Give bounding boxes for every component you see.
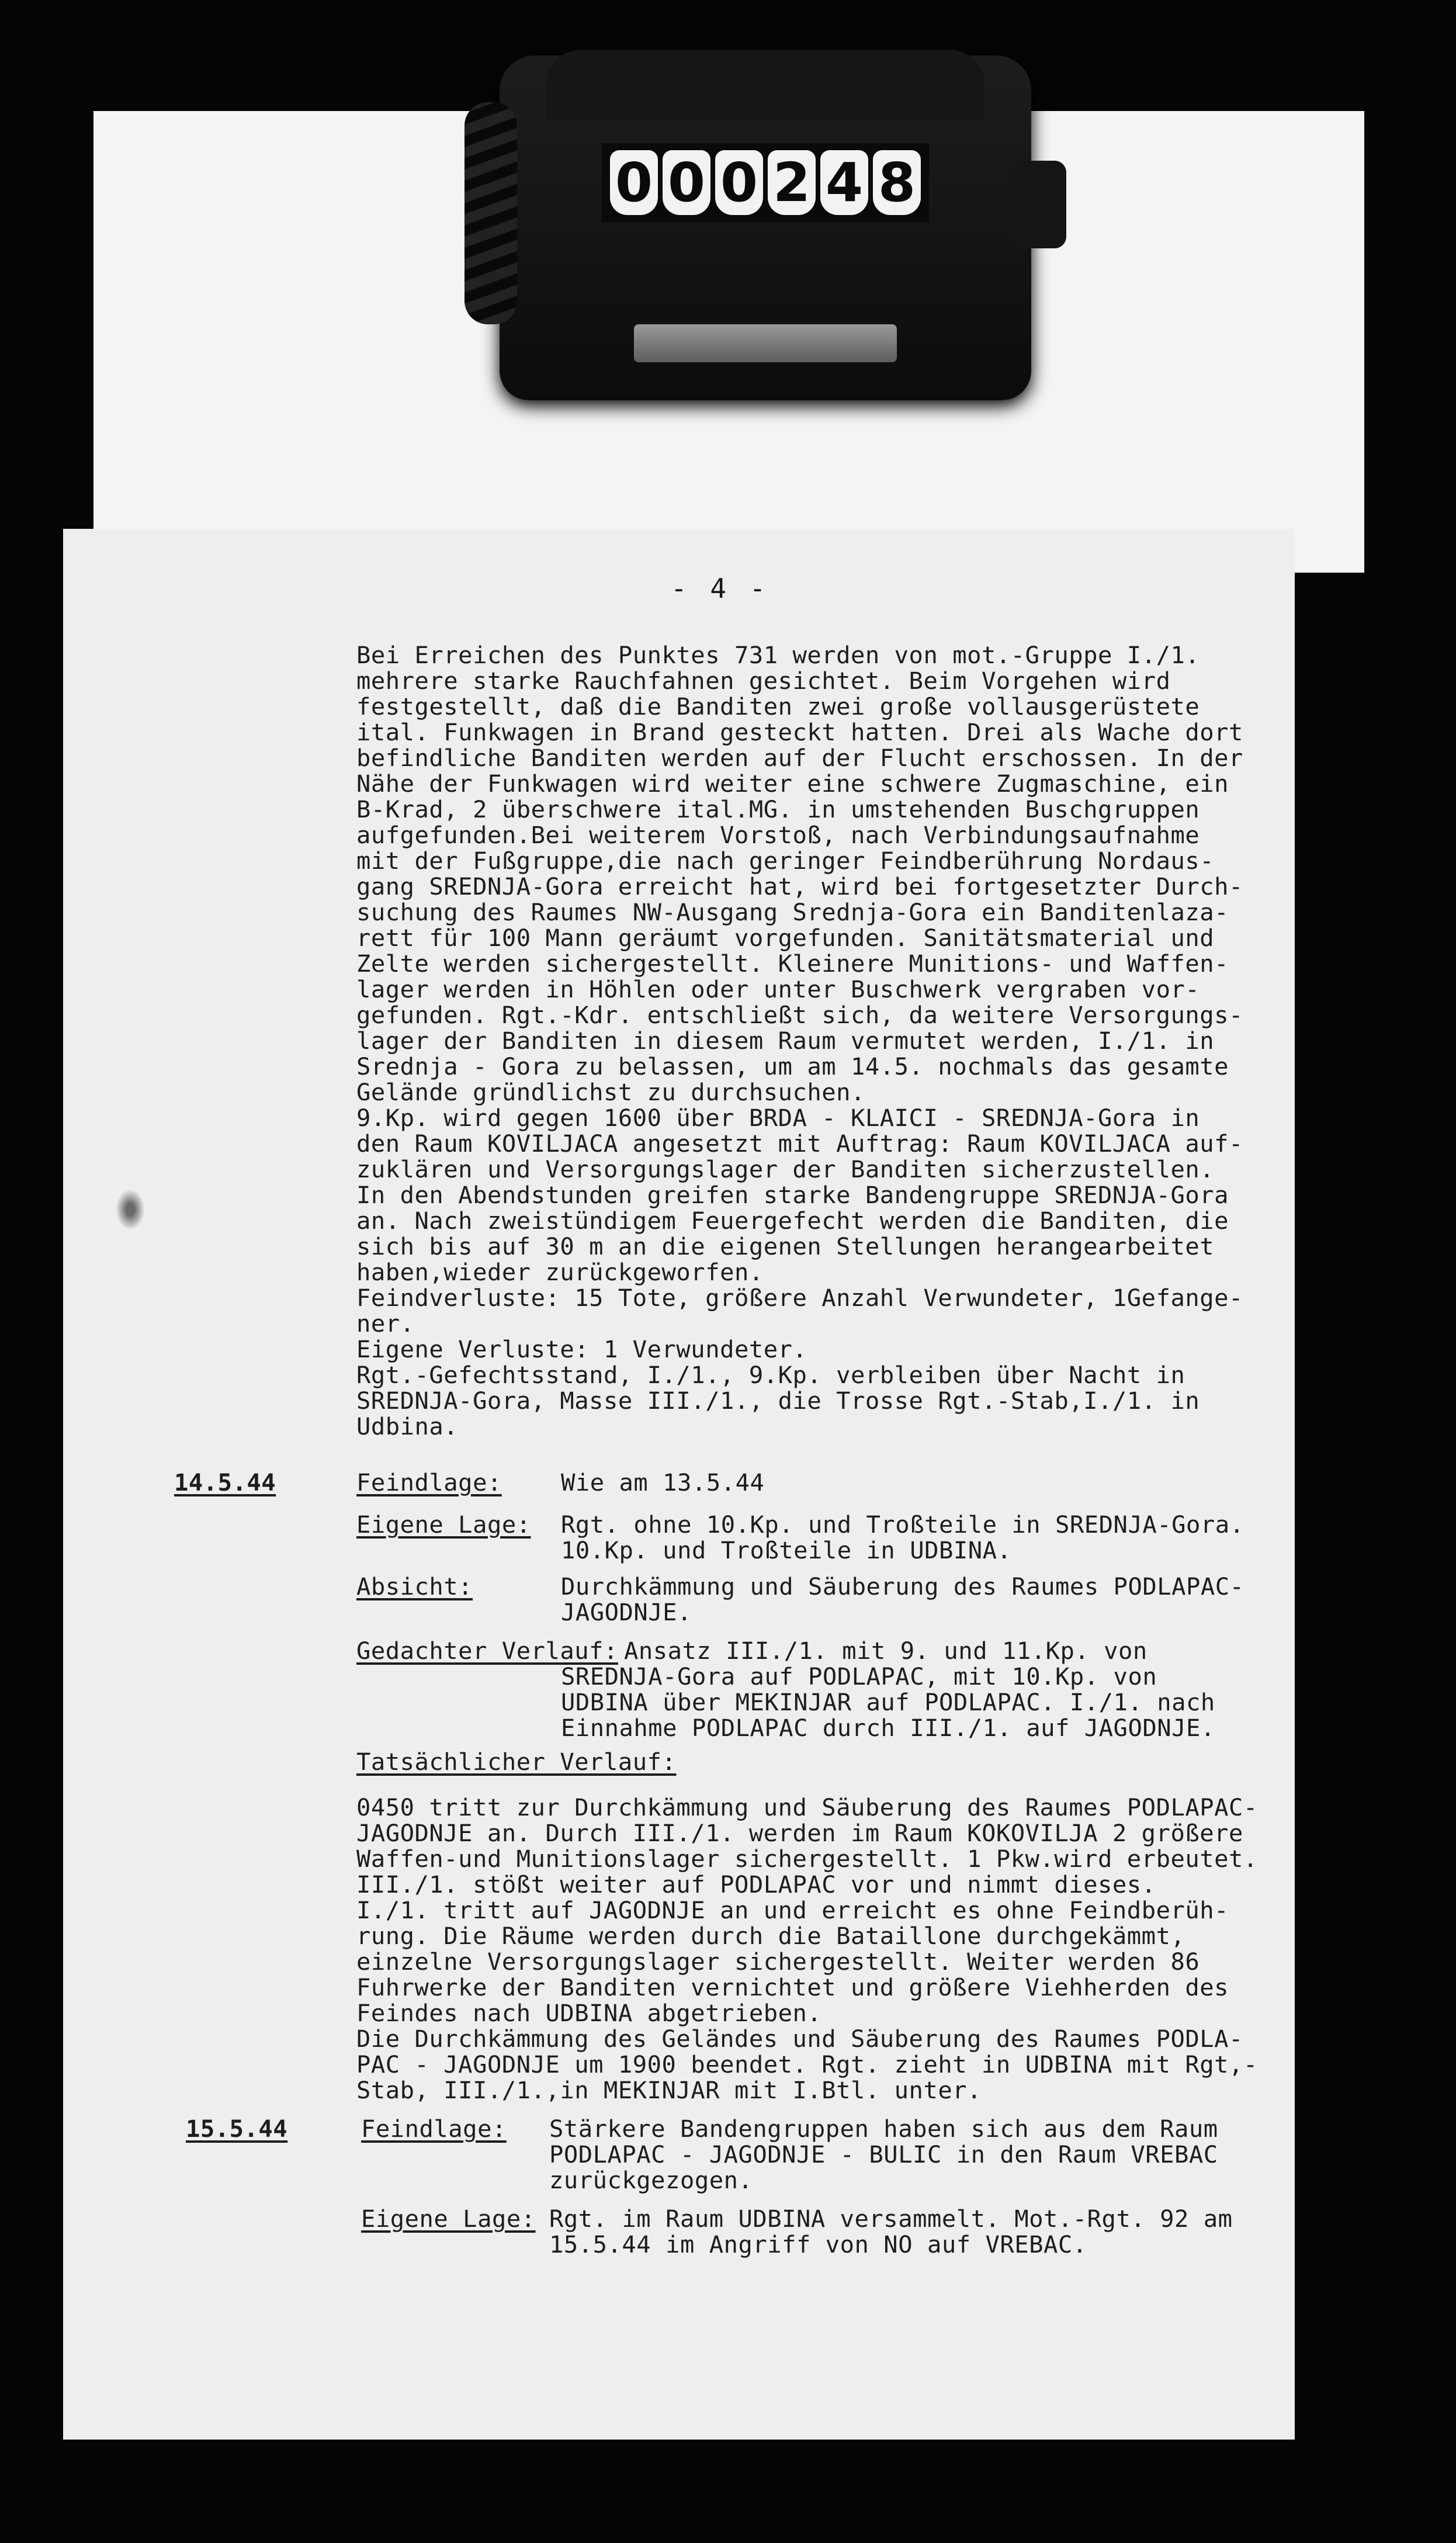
body-line: mit der Fußgruppe,die nach geringer Feindberührung Nordaus- [356, 847, 1215, 875]
body-line: Nähe der Funkwagen wird weiter eine schwere Zugmaschine, ein [356, 770, 1229, 798]
entry-text: zurückgezogen. [549, 2166, 753, 2194]
body-line: befindliche Banditen werden auf der Flucht erschossen. In der [356, 744, 1243, 772]
entry-text: III./1. stößt weiter auf PODLAPAC vor und nimmt dieses. [356, 1870, 1156, 1898]
body-line: festgestellt, daß die Banditen zwei große vollausgerüstete [356, 692, 1200, 720]
entry-text: SREDNJA-Gora auf PODLAPAC, mit 10.Kp. von [561, 1662, 1157, 1690]
body-line: ner. [356, 1309, 415, 1338]
entry-label: Feindlage: [361, 2115, 507, 2143]
entry-text: UDBINA über MEKINJAR auf PODLAPAC. I./1. nach [561, 1688, 1215, 1716]
entry-text: einzelne Versorgungslager sichergestellt. Weiter werden 86 [356, 1948, 1200, 1976]
body-line: gang SREDNJA-Gora erreicht hat, wird bei fortgesetzter Durch- [356, 872, 1243, 900]
entry-text: Feindes nach UDBINA abgetrieben. [356, 1999, 822, 2027]
document-page [63, 529, 1295, 2440]
body-line: mehrere starke Rauchfahnen gesichtet. Beim Vorgehen wird [356, 667, 1171, 695]
page-number: - 4 - [671, 573, 769, 604]
entry-label: Eigene Lage: [356, 1510, 531, 1539]
entry-label: Eigene Lage: [361, 2205, 536, 2233]
counter-digit: 8 [873, 150, 921, 215]
counter-housing-top [546, 50, 984, 120]
entry-text: Stab, III./1.,in MEKINJAR mit I.Btl. unter. [356, 2076, 982, 2104]
entry-text: 15.5.44 im Angriff von NO auf VREBAC. [549, 2230, 1087, 2258]
counter-digit: 4 [820, 150, 868, 215]
counter-digit: 0 [610, 150, 658, 215]
body-line: SREDNJA-Gora, Masse III./1., die Trosse Rgt.-Stab,I./1. in [356, 1387, 1200, 1415]
entry-text: Die Durchkämmung des Geländes und Säuberung des Raumes PODLA- [356, 2025, 1243, 2053]
body-line: zuklären und Versorgungslager der Banditen sicherzustellen. [356, 1155, 1215, 1183]
entry-label: Feindlage: [356, 1468, 502, 1496]
counter-digit: 0 [663, 150, 710, 215]
counter-cable [464, 102, 517, 324]
entry-text: rung. Die Räume werden durch die Bataillone durchgekämmt, [356, 1922, 1185, 1950]
entry-date: 14.5.44 [174, 1468, 276, 1496]
body-line: suchung des Raumes NW-Ausgang Srednja-Gora ein Banditenlaza- [356, 898, 1229, 926]
entry-text: Waffen-und Munitionslager sichergestellt. 1 Pkw.wird erbeutet. [356, 1845, 1258, 1873]
entry-text: Einnahme PODLAPAC durch III./1. auf JAGODNJE. [561, 1714, 1215, 1742]
entry-text: Durchkämmung und Säuberung des Raumes PODLAPAC- [561, 1572, 1244, 1600]
body-line: lager werden in Höhlen oder unter Buschwerk vergraben vor- [356, 975, 1200, 1003]
counter-digit: 0 [715, 150, 763, 215]
counter-digit: 2 [768, 150, 816, 215]
entry-label: Absicht: [356, 1572, 473, 1600]
body-line: lager der Banditen in diesem Raum vermutet werden, I./1. in [356, 1027, 1215, 1055]
body-line: Eigene Verluste: 1 Verwundeter. [356, 1335, 807, 1363]
body-line: den Raum KOVILJACA angesetzt mit Auftrag: Raum KOVILJACA auf- [356, 1130, 1243, 1158]
entry-text: I./1. tritt auf JAGODNJE an und erreicht es ohne Feindberüh- [356, 1896, 1229, 1924]
body-line: Bei Erreichen des Punktes 731 werden von mot.-Gruppe I./1. [356, 641, 1200, 669]
body-line: Srednja - Gora zu belassen, um am 14.5. nochmals das gesamte [356, 1052, 1229, 1080]
body-line: Feindverluste: 15 Tote, größere Anzahl Verwundeter, 1Gefange- [356, 1284, 1243, 1312]
body-line: 9.Kp. wird gegen 1600 über BRDA - KLAICI - SREDNJA-Gora in [356, 1104, 1200, 1132]
entry-text: Ansatz III./1. mit 9. und 11.Kp. von [624, 1637, 1148, 1665]
body-line: aufgefunden.Bei weiterem Vorstoß, nach Verbindungsaufnahme [356, 821, 1200, 849]
entry-label: Gedachter Verlauf: [356, 1637, 618, 1665]
body-line: an. Nach zweistündigem Feuergefecht werden die Banditen, die [356, 1207, 1229, 1235]
body-line: haben,wieder zurückgeworfen. [356, 1258, 764, 1286]
counter-digits [602, 143, 929, 222]
entry-text: Stärkere Bandengruppen haben sich aus dem Raum [549, 2115, 1218, 2143]
entry-text: Rgt. ohne 10.Kp. und Troßteile in SREDNJA-Gora. [561, 1510, 1244, 1539]
entry-text: Wie am 13.5.44 [561, 1468, 765, 1496]
dust-mark [116, 1189, 145, 1230]
body-line: gefunden. Rgt.-Kdr. entschließt sich, da weitere Versorgungs- [356, 1001, 1243, 1029]
entry-text: PODLAPAC - JAGODNJE - BULIC in den Raum VREBAC [549, 2140, 1218, 2168]
entry-text: Fuhrwerke der Banditen vernichtet und größere Viehherden des [356, 1973, 1229, 2001]
body-line: In den Abendstunden greifen starke Bandengruppe SREDNJA-Gora [356, 1181, 1229, 1209]
entry-text: JAGODNJE an. Durch III./1. werden im Raum KOKOVILJA 2 größere [356, 1819, 1243, 1847]
counter-nameplate [634, 324, 897, 362]
entry-text: PAC - JAGODNJE um 1900 beendet. Rgt. zieht in UDBINA mit Rgt,- [356, 2050, 1258, 2078]
body-line: ital. Funkwagen in Brand gesteckt hatten. Drei als Wache dort [356, 718, 1243, 746]
body-line: B-Krad, 2 überschwere ital.MG. in umstehenden Buschgruppen [356, 795, 1200, 823]
entry-text: Rgt. im Raum UDBINA versammelt. Mot.-Rgt. 92 am [549, 2205, 1233, 2233]
body-line: Udbina. [356, 1412, 459, 1440]
entry-date: 15.5.44 [186, 2115, 288, 2143]
body-line: Gelände gründlichst zu durchsuchen. [356, 1078, 865, 1106]
counter-knob [1014, 161, 1066, 248]
entry-text: 0450 tritt zur Durchkämmung und Säuberung des Raumes PODLAPAC- [356, 1793, 1258, 1821]
entry-text: 10.Kp. und Troßteile in UDBINA. [561, 1536, 1012, 1564]
frame-counter [500, 56, 1031, 400]
entry-text: JAGODNJE. [561, 1598, 692, 1626]
entry-label: Tatsächlicher Verlauf: [356, 1748, 677, 1776]
body-line: Rgt.-Gefechtsstand, I./1., 9.Kp. verbleiben über Nacht in [356, 1361, 1185, 1389]
body-line: Zelte werden sichergestellt. Kleinere Munitions- und Waffen- [356, 950, 1229, 978]
body-line: sich bis auf 30 m an die eigenen Stellungen herangearbeitet [356, 1232, 1215, 1260]
body-line: rett für 100 Mann geräumt vorgefunden. Sanitätsmaterial und [356, 924, 1215, 952]
